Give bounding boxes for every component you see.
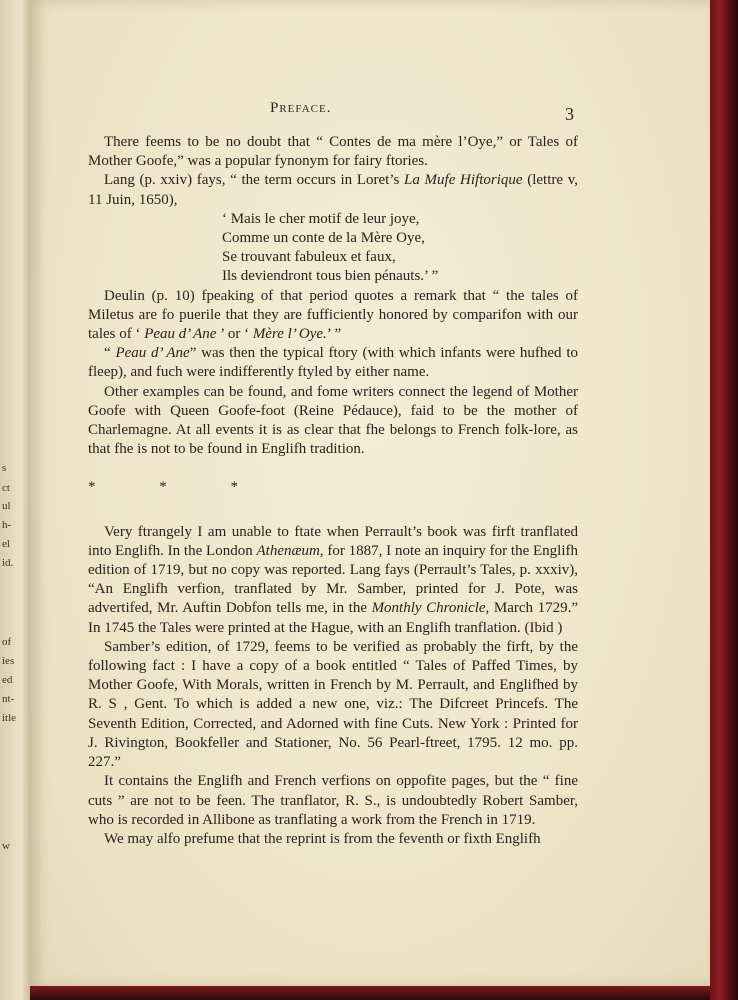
section-divider: * * *: [88, 479, 268, 496]
paragraph: Deulin (p. 10) fpeaking of that period quotes a remark that “ the tales of Miletus are fo puerile that they are fufficiently honored by comparifon with our tales of ‘ Peau d’ Ane ’ or ‘ Mère l’ Oye.’ ”: [88, 287, 578, 343]
margin-fragment: id.: [2, 557, 14, 569]
bottom-binding-edge: [30, 986, 710, 1000]
margin-fragment: of: [2, 636, 12, 648]
page-number: 3: [565, 104, 574, 124]
margin-fragment: ct: [2, 482, 10, 494]
margin-fragment: w: [2, 840, 10, 852]
paragraph: It contains the Englifh and French verfions on oppofite pages, but the “ fine cuts ” are not to be feen. The tranflator, R. S., is undoubtedly Robert Samber, who is recorded in Allibone as tranflating a work from the French in 1719.: [88, 773, 578, 828]
margin-fragment: el: [2, 538, 10, 550]
paragraph: Very ftrangely I am unable to ftate when Perrault’s book was firft tranflated into Englifh. In the London Athenæum, for 1887, I note an inquiry for the Englifh edition of 1719, but no copy was reported. Lang fays (Perrault’s Tales, p. xxxiv), “An Englifh verfion, tranflated by Mr. Samber, printed for J. Pote, was advertifed, Mr. Auftin Dobfon tells me, in the Monthly Chronicle, March 1729.” In 1745 the Tales were printed at the Hague, with an Englifh tranflation. (Ibid ): [88, 523, 579, 636]
paragraph: There feems to be no doubt that “ Contes de ma mère l’Oye,” or Tales of Mother Goofe,” was a popular fynonym for fairy ftories.: [88, 134, 578, 170]
red-binding-edge: [710, 0, 738, 1000]
margin-fragment: h-: [2, 519, 12, 531]
paragraph: Other examples can be found, and fome writers connect the legend of Mother Goofe with Queen Goofe-foot (Reine Pédauce), faid to be the mother of Charlemagne. At all events it is as clear that fhe belongs to French folk-lore, as that fhe is not to be found in Englifh tradition.: [88, 383, 578, 458]
verse-line: Ils deviendront tous bien pénauts.’ ”: [222, 268, 439, 285]
verse-line: Comme un conte de la Mère Oye,: [222, 230, 425, 247]
paragraph: Lang (p. xxiv) fays, “ the term occurs in Loret’s La Mufe Hiftorique (lettre v, 11 Juin, 1650),: [88, 172, 578, 208]
margin-fragment: ies: [2, 655, 15, 667]
paragraph: We may alfo prefume that the reprint is from the feventh or fixth Englifh: [104, 830, 541, 847]
running-header: [270, 100, 331, 117]
verse-line: Se trouvant fabuleux et faux,: [222, 249, 396, 266]
margin-fragment: s: [2, 462, 7, 474]
verse-line: ‘ Mais le cher motif de leur joye,: [222, 210, 420, 227]
margin-fragment: nt-: [2, 693, 15, 705]
body-text: [88, 133, 578, 849]
header-title: Preface.: [270, 100, 332, 116]
paragraph: “ Peau d’ Ane” was then the typical ftory (with which infants were hufhed to fleep), and fuch were indifferently ftyled by either name.: [88, 345, 578, 381]
left-page-edge: [0, 0, 30, 1000]
margin-fragment: itle: [2, 712, 17, 724]
paragraph: Samber’s edition, of 1729, feems to be verified as probably the firft, by the following fact : I have a copy of a book entitled “ Tales of Paffed Times, by Mother Goofe, With Morals, written in French by M. Perrault, and Englifhed by R. S , Gent. To which is added a new one, viz.: The Difcreet Princefs. The Seventh Edition, Corrected, and Adorned with fine Cuts. New York : Printed for J. Rivington, Bookfeller and Stationer, No. 56 Pearl-ftreet, 1795. 12 mo. pp. 227.”: [88, 638, 578, 771]
margin-fragment: ul: [2, 500, 11, 512]
margin-fragment: ed: [2, 674, 13, 686]
